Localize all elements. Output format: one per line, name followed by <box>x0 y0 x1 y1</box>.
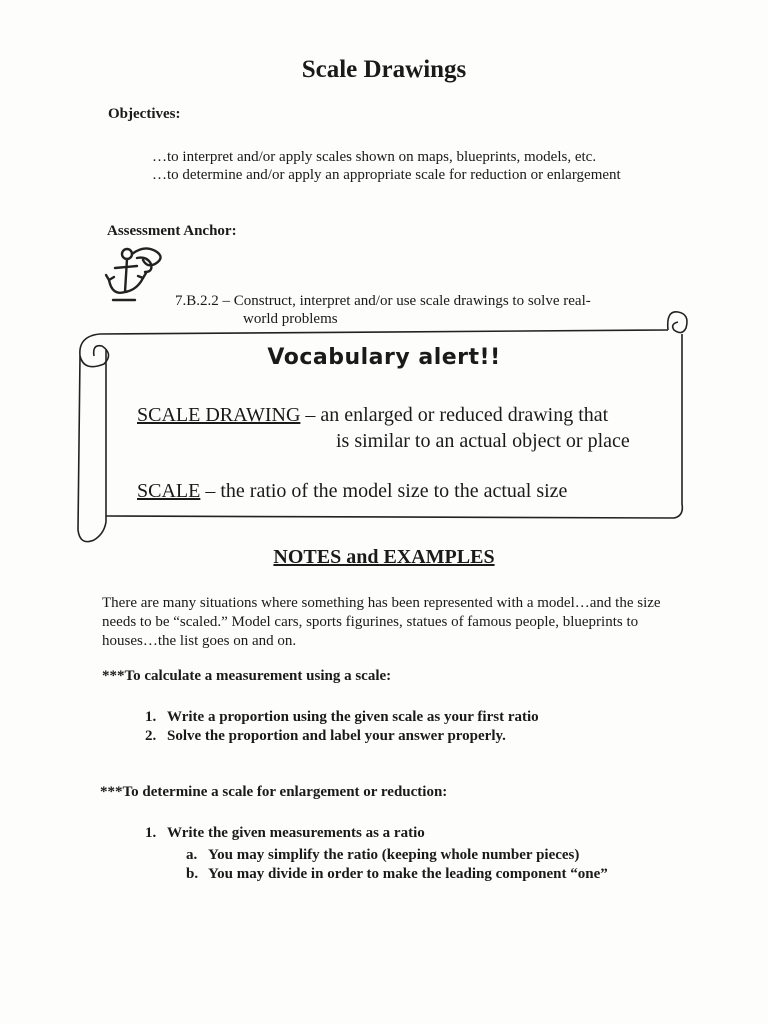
list-item <box>145 824 665 843</box>
vocab-definition-continued: is similar to an actual object or place <box>336 430 630 452</box>
step-text: Write a proportion using the given scale as your first ratio <box>167 709 539 725</box>
determine-heading: ***To determine a scale for enlargement or reduction: <box>100 784 448 800</box>
notes-heading: NOTES and EXAMPLES <box>273 546 495 568</box>
vocab-definition: – the ratio of the model size to the actual size <box>200 480 568 502</box>
page-title: Scale Drawings <box>301 56 467 83</box>
objectives-list <box>152 148 672 184</box>
determine-steps-list <box>145 824 665 843</box>
substep-letter: b. <box>186 866 199 882</box>
list-item <box>186 846 676 865</box>
anchor-icon <box>103 242 167 304</box>
calculate-steps-list <box>145 708 665 746</box>
calculate-heading: ***To calculate a measurement using a scale: <box>102 668 392 684</box>
notes-intro-paragraph: There are many situations where something has been represented with a model…and the size needs to be “scaled.” Model cars, sports figurines, statues of famous people, blueprints to houses…the list goes on and on. <box>102 595 661 649</box>
list-item <box>145 727 665 746</box>
vocabulary-title: Vocabulary alert!! <box>267 345 501 370</box>
substep-text: You may simplify the ratio (keeping whole number pieces) <box>208 847 580 863</box>
vocab-definition-scale <box>137 478 677 504</box>
step-text: Write the given measurements as a ratio <box>167 825 425 841</box>
objective-item: …to determine and/or apply an appropriate scale for reduction or enlargement <box>152 167 621 183</box>
step-number: 1. <box>145 709 157 725</box>
objective-item: …to interpret and/or apply scales shown on maps, blueprints, models, etc. <box>152 149 597 165</box>
vocab-definition-scale-drawing <box>137 402 677 454</box>
vocab-definition: – an enlarged or reduced drawing that <box>300 404 609 426</box>
step-number: 2. <box>145 728 157 744</box>
assessment-anchor-heading: Assessment Anchor: <box>107 223 237 239</box>
assessment-text-line: 7.B.2.2 – Construct, interpret and/or use scale drawings to solve real- <box>175 293 591 309</box>
determine-substeps-list <box>186 846 676 884</box>
list-item <box>145 708 665 727</box>
substep-text: You may divide in order to make the leading component “one” <box>208 866 608 882</box>
substep-letter: a. <box>186 847 198 863</box>
vocab-term: SCALE DRAWING <box>137 404 301 426</box>
step-text: Solve the proportion and label your answer properly. <box>167 728 506 744</box>
vocab-term: SCALE <box>137 480 201 502</box>
step-number: 1. <box>145 825 157 841</box>
list-item <box>186 865 676 884</box>
assessment-text-line: world problems <box>243 311 338 327</box>
objectives-heading: Objectives: <box>108 106 181 122</box>
